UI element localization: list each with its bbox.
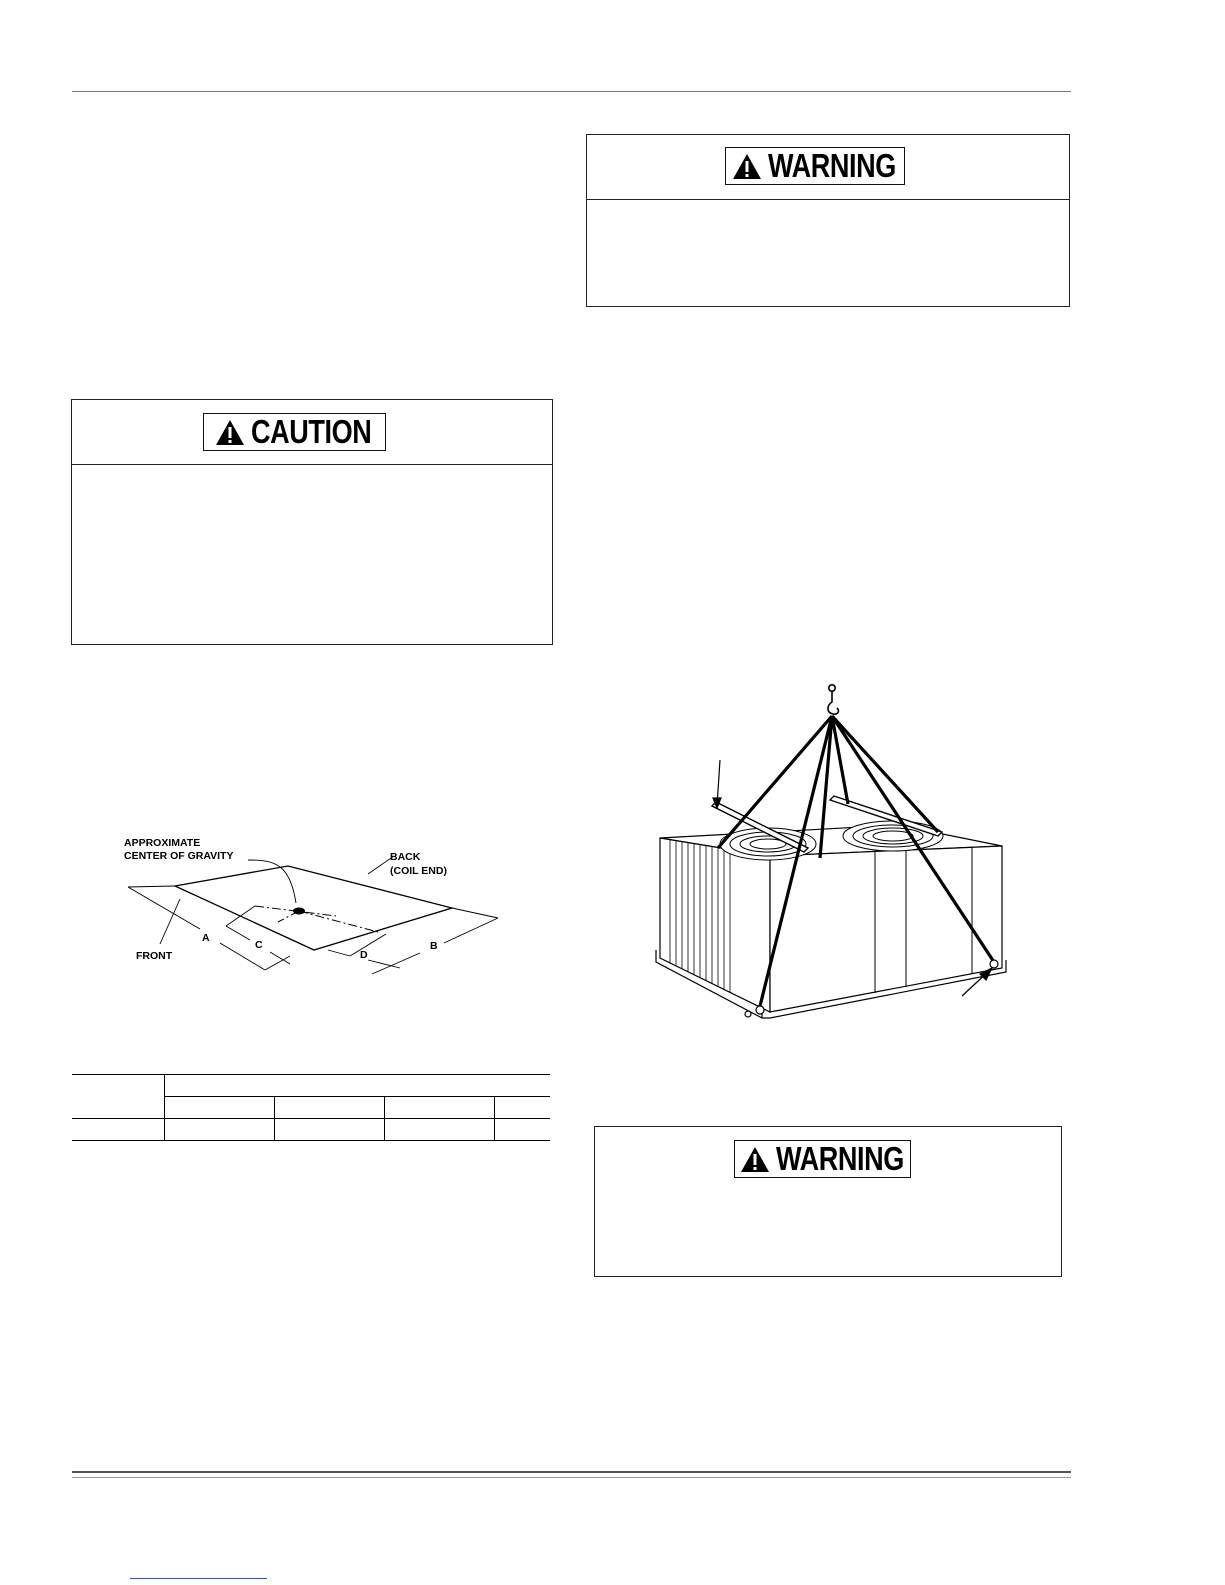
caution-label-text: CAUTION (251, 413, 372, 450)
dimension-b-label: B (430, 940, 438, 952)
warning-triangle-icon (740, 1146, 770, 1173)
table-cell (495, 1097, 550, 1119)
header-rule (72, 91, 1071, 92)
footer-rule-thin (72, 1477, 1071, 1478)
front-label: FRONT (136, 950, 173, 962)
footer-rule (72, 1471, 1071, 1473)
footer-link-underline[interactable] (130, 1578, 267, 1579)
table-cell (275, 1119, 385, 1141)
caution-box (71, 399, 553, 645)
table-cell (72, 1119, 165, 1141)
table-cell (165, 1075, 551, 1097)
unit-footprint-outline (175, 866, 452, 950)
table-row (72, 1075, 550, 1097)
table-cell (165, 1119, 275, 1141)
warning-label-text: WARNING (775, 1140, 904, 1177)
table-cell (275, 1097, 385, 1119)
unit-rigging-illustration (650, 680, 1030, 1030)
warning-box-top (586, 134, 1070, 307)
dimension-a-label: A (202, 932, 210, 944)
warning-label-text: WARNING (768, 147, 896, 184)
coil-end-label: (COIL END) (390, 865, 447, 877)
warning-label-top (725, 147, 905, 185)
table-cell (385, 1097, 495, 1119)
center-of-gravity-table (72, 1074, 550, 1141)
caution-label (203, 413, 386, 451)
table-cell (495, 1119, 550, 1141)
table-cell (385, 1119, 495, 1141)
center-of-gravity-figure (100, 826, 520, 986)
approximate-label: APPROXIMATE (124, 837, 201, 849)
table-cell (72, 1075, 165, 1119)
warning-box-bottom (594, 1126, 1062, 1277)
back-label: BACK (390, 851, 421, 863)
center-of-gravity-label: CENTER OF GRAVITY (124, 850, 234, 862)
warning-label-bottom (734, 1140, 911, 1178)
dimension-d-label: D (360, 949, 368, 961)
table-row (72, 1119, 550, 1141)
warning-triangle-icon (732, 153, 762, 180)
caution-triangle-icon (215, 419, 245, 446)
dimension-c-label: C (255, 939, 263, 951)
lifting-hook-icon (828, 685, 838, 714)
table-cell (165, 1097, 275, 1119)
